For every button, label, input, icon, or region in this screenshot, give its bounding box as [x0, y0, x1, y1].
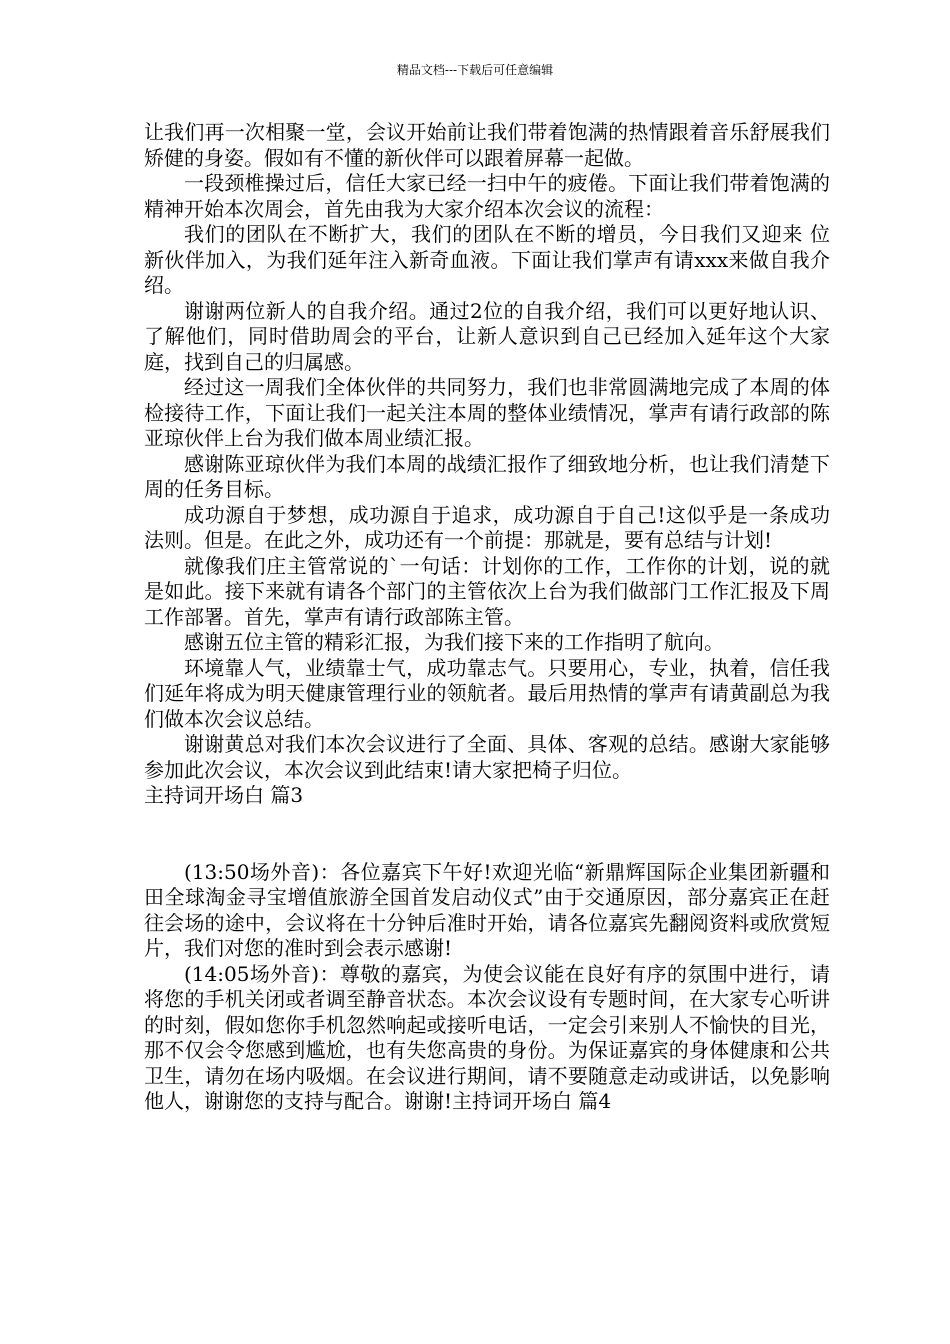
section-heading: 主持词开场白 篇3 — [144, 783, 304, 807]
document-body — [144, 120, 830, 1115]
paragraph: 环境靠人气，业绩靠士气，成功靠志气。只要用心，专业，执着，信任我们延年将成为明天健康管理行业的领航者。最后用热情的掌声有请黄副总为我们做本次会议总结。 — [144, 655, 830, 731]
paragraph: (14:05场外音)：尊敬的嘉宾，为使会议能在良好有序的氛围中进行，请将您的手机关闭或者调至静音状态。本次会议设有专题时间，在大家专心听讲的时刻，假如您你手机忽然响起或接听电话，一定会引来别人不愉快的目光，那不仅会令您感到尴尬，也有失您高贵的身份。为保证嘉宾的身体健康和公共卫生，请勿在场内吸烟。在会议进行期间，请不要随意走动或讲话，以免影响他人，谢谢您的支持与配合。谢谢!主持词开场白 篇4 — [144, 961, 830, 1113]
paragraph: 一段颈椎操过后，信任大家已经一扫中午的疲倦。下面让我们带着饱满的精神开始本次周会，首先由我为大家介绍本次会议的流程： — [144, 171, 830, 221]
paragraph: (13:50场外音)：各位嘉宾下午好!欢迎光临“新鼎辉国际企业集团新疆和田全球淘金寻宝增值旅游全国首发启动仪式”由于交通原因，部分嘉宾正在赶往会场的途中，会议将在十分钟后准时开始，请各位嘉宾先翻阅资料或欣赏短片，我们对您的准时到会表示感谢! — [144, 859, 830, 960]
section-before — [144, 120, 830, 809]
paragraph: 我们的团队在不断扩大，我们的团队在不断的增员，今日我们又迎来 位新伙伴加入，为我们延年注入新奇血液。下面让我们掌声有请xxx来做自我介绍。 — [144, 222, 830, 297]
paragraph: 经过这一周我们全体伙伴的共同努力，我们也非常圆满地完成了本周的体检接待工作，下面让我们一起关注本周的整体业绩情况，掌声有请行政部的陈亚琼伙伴上台为我们做本周业绩汇报。 — [144, 375, 830, 450]
paragraph: 让我们再一次相聚一堂，会议开始前让我们带着饱满的热情跟着音乐舒展我们矫健的身姿。假如有不懂的新伙伴可以跟着屏幕一起做。 — [144, 120, 830, 170]
page-header: 精品文档---下载后可任意编辑 — [396, 63, 554, 77]
paragraph: 感谢陈亚琼伙伴为我们本周的战绩汇报作了细致地分析，也让我们清楚下周的任务目标。 — [144, 451, 830, 501]
paragraph: 感谢五位主管的精彩汇报，为我们接下来的工作指明了航向。 — [184, 630, 724, 654]
paragraph: 就像我们庄主管常说的`一句话：计划你的工作，工作你的计划，说的就是如此。接下来就有请各个部门的主管依次上台为我们做部门工作汇报及下周工作部署。首先，掌声有请行政部陈主管。 — [144, 553, 830, 629]
paragraph: 成功源自于梦想，成功源自于追求，成功源自于自己!这似乎是一条成功法则。但是。在此之外，成功还有一个前提：那就是，要有总结与计划! — [144, 502, 830, 552]
section-gap — [144, 809, 830, 860]
section-after — [144, 860, 830, 1115]
paragraph: 谢谢黄总对我们本次会议进行了全面、具体、客观的总结。感谢大家能够参加此次会议，本次会议到此结束!请大家把椅子归位。 — [144, 732, 830, 782]
paragraph: 谢谢两位新人的自我介绍。通过2位的自我介绍，我们可以更好地认识、了解他们，同时借助周会的平台，让新人意识到自己已经加入延年这个大家庭，找到自己的归属感。 — [144, 298, 830, 374]
